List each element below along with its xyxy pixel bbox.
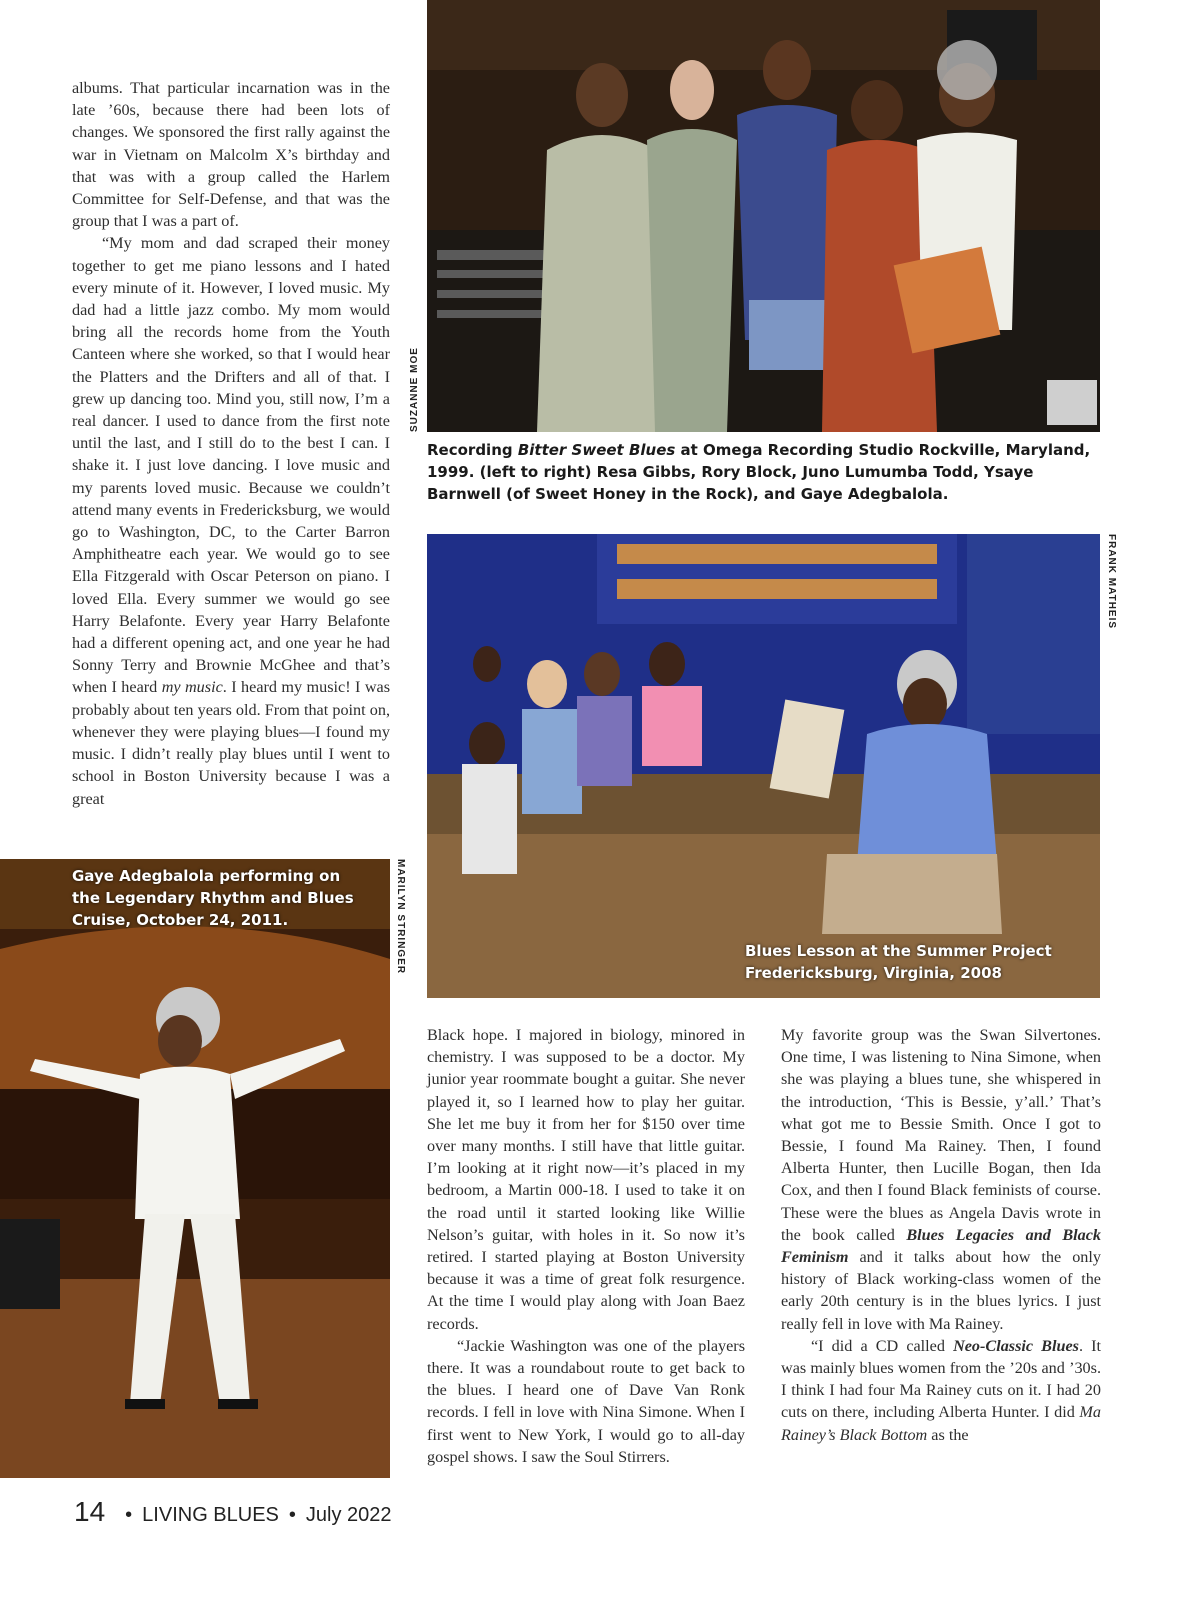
footer-separator: • (288, 1504, 296, 1526)
studio-photo-illustration (427, 0, 1100, 432)
article-paragraph: My favorite group was the Swan Silvertones. One time, I was listening to Nina Simone, when she was playing a blues tune, she whispered in the introduction, ‘This is Bessie, y’all.’ That’s what got me to Bessie Smith. Once I got to Bessie, I found Ma Rainey. Then, I found Alberta Hunter, then Lucille Bogan, then Ida Cox, and then I found Black feminists of course. These were the blues as Angela Davis wrote in the book called Blues Legacies and Black Feminism and it talks about how the only history of Black working-class women of the early 20th century is in the blues lyrics. I just really fell in love with Ma Rainey. (781, 1026, 1101, 1333)
article-paragraph: “Jackie Washington was one of the players there. It was a roundabout route to get back to the blues. I heard one of Dave Van Ronk records. I fell in love with Nina Simone. When I first went to New York, I would go to all-day gospel shows. I saw the Soul Stirrers. (427, 1336, 745, 1466)
photo-credit: FRANK MATHEIS (1106, 534, 1117, 630)
lesson-photo-illustration (427, 534, 1100, 998)
photo-credit: MARILYN STRINGER (395, 859, 406, 975)
performance-photo-caption: Gaye Adegbalola performing on the Legendary Rhythm and Blues Cruise, October 24, 2011. (72, 867, 354, 929)
photo-credit: SUZANNE MOE (409, 347, 420, 432)
magazine-name: LIVING BLUES (142, 1504, 279, 1526)
studio-photo (427, 0, 1100, 432)
studio-photo-caption: Recording Bitter Sweet Blues at Omega Recording Studio Rockville, Maryland, 1999. (left to right) Resa Gibbs, Rory Block, Juno Lumumba Todd, Ysaye Barnwell (of Sweet Honey in the Rock), and Gaye Adegbalola. (427, 441, 1091, 503)
article-paragraph: “My mom and dad scraped their money together to get me piano lessons and I hated every minute of it. However, I loved music. My dad had a little jazz combo. My mom would bring all the records home from the Youth Canteen where she worked, so that I would hear the Platters and the Drifters and all of that. I grew up dancing too. Mind you, still now, I’m a real dancer. I used to dance from the first note until the last, and I still do to the best I can. I shake it. I just love dancing. I love music and my parents loved music. Because we couldn’t attend many events in Fredericksburg, we would go to Washington, DC, to the Carter Barron Amphitheatre each year. We would go to see Ella Fitzgerald with Oscar Peterson on piano. I loved Ella. Every summer we would go see Harry Belafonte. Every year Harry Belafonte had a different opening act, and one year he had Sonny Terry and Brownie McGhee and that’s when I heard my music. I heard my music! I was probably about ten years old. From that point on, whenever they were playing blues—I found my music. I didn’t really play blues until I went to school in Boston University because I was a great (72, 234, 391, 808)
lesson-photo (427, 534, 1100, 998)
performance-photo (0, 859, 390, 1478)
lesson-photo-caption: Blues Lesson at the Summer Project Fredericksburg, Virginia, 2008 (745, 942, 1052, 982)
page-number: 14 (74, 1496, 106, 1527)
performance-photo-illustration (0, 859, 390, 1478)
issue-date: July 2022 (305, 1504, 392, 1526)
footer-separator: • (125, 1504, 133, 1526)
article-paragraph: Black hope. I majored in biology, minored in chemistry. I was supposed to be a doctor. My junior year roommate bought a guitar. She never played it, so I learned how to play her guitar. She let me buy it from her for $150 over time over many months. I still have that little guitar. I’m looking at it right now—it’s placed in my bedroom, a Martin 000-18. I used to take it on the road until it started looking like Willie Nelson’s guitar, with holes in it. So now it’s retired. I started playing at Boston University because it was a time of great folk resurgence. At the time I would play along with Joan Baez records. (427, 1026, 745, 1333)
article-paragraph: albums. That particular incarnation was in the late ’60s, because there had been lots of changes. We sponsored the first rally against the war in Vietnam on Malcolm X’s birthday and that was with a group called the Harlem Committee for Self-Defense, and that was the group that I was a part of. (72, 79, 390, 231)
article-column-left (72, 77, 390, 810)
article-paragraph: “I did a CD called Neo-Classic Blues. It was mainly blues women from the ’20s and ’30s. I think I had four Ma Rainey cuts on it. I had 20 cuts on there, including Alberta Hunter. I did Ma Rainey’s Black Bottom as the (781, 1336, 1101, 1444)
article-column-middle (427, 1024, 745, 1468)
page-footer (74, 1496, 392, 1528)
article-column-right (781, 1024, 1101, 1446)
